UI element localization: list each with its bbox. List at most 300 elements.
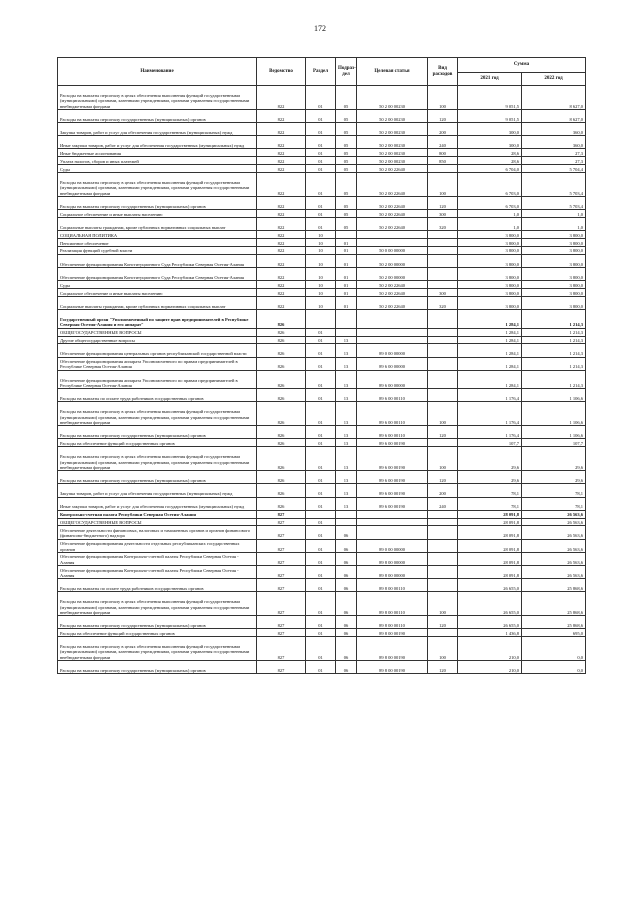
cell-subsection: 01 <box>336 296 357 309</box>
cell-section: 01 <box>306 447 336 471</box>
cell-name: Расходы на выплаты персоналу в целях обеспечения выполнения функций государственными (муниципальными) органами, казенными учреждениями, органами управления государственными внебюджетными фондами <box>58 637 257 661</box>
cell-name: Расходы на выплаты персоналу государственных (муниципальных) органов <box>58 196 257 209</box>
cell-section: 01 <box>306 328 336 336</box>
cell-amount-2021: 1 176,4 <box>458 402 522 426</box>
cell-amount-2021: 1,0 <box>458 210 522 218</box>
cell-name: Обеспечение функционирования аппарата Уполномоченного по правам предпринимателей в Республике Северная Осетия-Алания <box>58 357 257 370</box>
cell-subsection: 13 <box>336 389 357 402</box>
cell-amount-2022: 8 627,0 <box>522 109 586 122</box>
cell-amount-2021: 1 436,8 <box>458 629 522 637</box>
cell-subsection: 01 <box>336 267 357 280</box>
cell-amount-2021: 29,6 <box>458 471 522 484</box>
cell-amount-2022: 0,0 <box>522 637 586 661</box>
cell-amount-2022: 360,0 <box>522 122 586 135</box>
cell-name: Расходы на выплаты персоналу государственных (муниципальных) органов <box>58 471 257 484</box>
cell-expense-type <box>428 231 458 239</box>
cell-department: 822 <box>257 296 306 309</box>
cell-amount-2021: 3 800,0 <box>458 238 522 246</box>
cell-amount-2021: 3 800,0 <box>458 289 522 297</box>
cell-amount-2022: 1 106,6 <box>522 402 586 426</box>
table-row <box>58 579 586 592</box>
cell-name: Социальное обеспечение и иные выплаты населению <box>58 289 257 297</box>
cell-subsection: 06 <box>336 526 357 539</box>
table-row <box>58 510 586 518</box>
cell-amount-2022: 8 627,0 <box>522 86 586 110</box>
table-row <box>58 497 586 510</box>
cell-target-item: 89 6 00 00110 <box>357 389 428 402</box>
cell-subsection: 13 <box>336 357 357 370</box>
header-section: Раздел <box>306 58 336 86</box>
page-number: 172 <box>314 24 326 33</box>
table-row <box>58 109 586 122</box>
cell-section: 01 <box>306 122 336 135</box>
cell-expense-type <box>428 165 458 173</box>
table-row <box>58 157 586 165</box>
cell-amount-2021: 28 091,8 <box>458 552 522 565</box>
cell-amount-2021: 3 800,0 <box>458 246 522 254</box>
table-row <box>58 471 586 484</box>
cell-name: Суды <box>58 281 257 289</box>
table-row <box>58 289 586 297</box>
cell-section: 01 <box>306 526 336 539</box>
cell-subsection <box>336 231 357 239</box>
cell-target-item: 50 2 00 00230 <box>357 122 428 135</box>
cell-amount-2022: 3 800,0 <box>522 267 586 280</box>
cell-amount-2022: 29,6 <box>522 471 586 484</box>
cell-expense-type: 120 <box>428 616 458 629</box>
cell-expense-type: 300 <box>428 210 458 218</box>
cell-name: Социальные выплаты гражданам, кроме публичных нормативных социальных выплат <box>58 217 257 230</box>
cell-section: 01 <box>306 217 336 230</box>
cell-department: 827 <box>257 629 306 637</box>
table-row <box>58 357 586 370</box>
cell-section: 01 <box>306 344 336 357</box>
cell-section: 01 <box>306 484 336 497</box>
cell-name: Расходы на выплаты персоналу в целях обеспечения выполнения функций государственными (муниципальными) органами, казенными учреждениями, органами управления государственными внебюджетными фондами <box>58 86 257 110</box>
cell-amount-2021: 1 284,1 <box>458 336 522 344</box>
table-row <box>58 518 586 526</box>
cell-amount-2022: 27,3 <box>522 149 586 157</box>
cell-expense-type: 120 <box>428 109 458 122</box>
cell-department: 822 <box>257 289 306 297</box>
cell-section: 01 <box>306 637 336 661</box>
cell-section: 10 <box>306 296 336 309</box>
cell-section: 01 <box>306 157 336 165</box>
table-row <box>58 629 586 637</box>
cell-amount-2022: 78,1 <box>522 484 586 497</box>
cell-expense-type <box>428 370 458 389</box>
cell-amount-2022: 78,1 <box>522 497 586 510</box>
cell-department: 827 <box>257 552 306 565</box>
cell-section: 01 <box>306 426 336 439</box>
cell-section: 10 <box>306 231 336 239</box>
cell-subsection: 13 <box>336 344 357 357</box>
cell-section: 01 <box>306 370 336 389</box>
cell-department: 827 <box>257 518 306 526</box>
cell-expense-type <box>428 439 458 447</box>
table-row <box>58 217 586 230</box>
table-row <box>58 149 586 157</box>
table-row <box>58 552 586 565</box>
cell-expense-type <box>428 254 458 267</box>
cell-subsection: 13 <box>336 471 357 484</box>
cell-department: 822 <box>257 210 306 218</box>
table-row <box>58 86 586 110</box>
cell-subsection <box>336 328 357 336</box>
cell-amount-2022: 26 563,6 <box>522 552 586 565</box>
cell-amount-2021: 3 800,0 <box>458 296 522 309</box>
cell-subsection: 13 <box>336 439 357 447</box>
cell-department: 822 <box>257 254 306 267</box>
table-row <box>58 336 586 344</box>
cell-amount-2021: 210,0 <box>458 637 522 661</box>
table-row <box>58 281 586 289</box>
cell-subsection: 06 <box>336 616 357 629</box>
cell-department: 826 <box>257 389 306 402</box>
cell-expense-type <box>428 579 458 592</box>
cell-amount-2021: 3 800,0 <box>458 281 522 289</box>
cell-section: 10 <box>306 289 336 297</box>
cell-target-item <box>357 231 428 239</box>
cell-department: 826 <box>257 439 306 447</box>
cell-name: Расходы на выплаты персоналу государственных (муниципальных) органов <box>58 661 257 674</box>
cell-expense-type: 100 <box>428 402 458 426</box>
cell-department: 827 <box>257 579 306 592</box>
table-row <box>58 539 586 552</box>
cell-target-item: 89 6 00 00190 <box>357 497 428 510</box>
cell-name: Расходы на выплаты персоналу в целях обеспечения выполнения функций государственными (муниципальными) органами, казенными учреждениями, органами управления государственными внебюджетными фондами <box>58 447 257 471</box>
cell-amount-2022: 1 214,3 <box>522 336 586 344</box>
cell-amount-2022: 5 704,4 <box>522 165 586 173</box>
header-target-item: Целевая статья <box>357 58 428 86</box>
cell-name: Расходы на выплаты персоналу в целях обеспечения выполнения функций государственными (муниципальными) органами, казенными учреждениями, органами управления государственными внебюджетными фондами <box>58 592 257 616</box>
cell-name: Пенсионное обеспечение <box>58 238 257 246</box>
cell-target-item <box>357 336 428 344</box>
cell-section: 01 <box>306 616 336 629</box>
cell-department: 827 <box>257 616 306 629</box>
cell-amount-2021: 1,0 <box>458 217 522 230</box>
cell-target-item: 89 8 00 00000 <box>357 566 428 579</box>
cell-subsection: 05 <box>336 157 357 165</box>
cell-subsection <box>336 518 357 526</box>
cell-department: 826 <box>257 344 306 357</box>
cell-amount-2022: 1,0 <box>522 210 586 218</box>
cell-target-item: 89 8 00 00110 <box>357 579 428 592</box>
cell-department: 826 <box>257 426 306 439</box>
cell-amount-2021: 300,0 <box>458 136 522 149</box>
cell-amount-2021: 1 176,4 <box>458 426 522 439</box>
cell-expense-type: 120 <box>428 196 458 209</box>
cell-subsection: 05 <box>336 86 357 110</box>
cell-amount-2022: 3 800,0 <box>522 296 586 309</box>
cell-section: 01 <box>306 136 336 149</box>
cell-amount-2021: 1 284,1 <box>458 370 522 389</box>
cell-department: 822 <box>257 267 306 280</box>
cell-name: Обеспечение функционирования Контрольно-счетной палаты Республики Северная Осетия - Алания <box>58 566 257 579</box>
cell-amount-2022: 3 800,0 <box>522 238 586 246</box>
cell-target-item: 89 8 00 00190 <box>357 629 428 637</box>
cell-name: Контрольно-счетная палата Республики Северная Осетия-Алания <box>58 510 257 518</box>
cell-name: Расходы на обеспечение функций государственных органов <box>58 439 257 447</box>
cell-expense-type: 100 <box>428 173 458 197</box>
table-row <box>58 165 586 173</box>
table-row <box>58 484 586 497</box>
cell-target-item: 89 0 00 00000 <box>357 539 428 552</box>
cell-target-item: 50 2 00 22640 <box>357 165 428 173</box>
cell-subsection: 13 <box>336 484 357 497</box>
header-expense-type: Вид расходов <box>428 58 458 86</box>
cell-target-item: 89 0 00 00000 <box>357 344 428 357</box>
cell-expense-type <box>428 510 458 518</box>
cell-target-item <box>357 238 428 246</box>
header-subsection: Подраз-дел <box>336 58 357 86</box>
cell-expense-type: 800 <box>428 149 458 157</box>
cell-target-item: 89 6 00 00110 <box>357 426 428 439</box>
cell-section: 10 <box>306 254 336 267</box>
cell-target-item: 50 0 00 00000 <box>357 246 428 254</box>
cell-department: 822 <box>257 136 306 149</box>
cell-amount-2021: 3 800,0 <box>458 231 522 239</box>
cell-target-item: 89 6 00 00190 <box>357 471 428 484</box>
cell-amount-2021: 28 091,8 <box>458 526 522 539</box>
cell-target-item: 50 2 00 22640 <box>357 281 428 289</box>
cell-name: Обеспечение функционирования Конституционного Суда Республики Северная Осетия-Алания <box>58 254 257 267</box>
cell-subsection: 05 <box>336 149 357 157</box>
table-row <box>58 231 586 239</box>
cell-expense-type: 240 <box>428 497 458 510</box>
table-row <box>58 238 586 246</box>
cell-department: 826 <box>257 471 306 484</box>
cell-amount-2022: 1 214,3 <box>522 328 586 336</box>
cell-target-item: 50 2 00 22640 <box>357 210 428 218</box>
cell-target-item <box>357 328 428 336</box>
cell-name: Обеспечение функционирования центральных органов республиканской государственной власти <box>58 344 257 357</box>
cell-amount-2021: 6 703,0 <box>458 196 522 209</box>
cell-section: 01 <box>306 357 336 370</box>
cell-section: 01 <box>306 566 336 579</box>
cell-target-item: 50 2 00 22640 <box>357 289 428 297</box>
cell-target-item: 89 8 00 00190 <box>357 661 428 674</box>
table-row <box>58 196 586 209</box>
cell-department: 826 <box>257 370 306 389</box>
cell-name: Обеспечение функционирования Контрольно-счетной палаты Республики Северная Осетия - Алания <box>58 552 257 565</box>
cell-expense-type: 120 <box>428 661 458 674</box>
cell-name: Уплата налогов, сборов и иных платежей <box>58 157 257 165</box>
cell-expense-type: 100 <box>428 592 458 616</box>
cell-amount-2022: 1 214,3 <box>522 310 586 329</box>
cell-subsection: 13 <box>336 402 357 426</box>
cell-department: 822 <box>257 109 306 122</box>
cell-expense-type <box>428 526 458 539</box>
cell-expense-type: 200 <box>428 484 458 497</box>
cell-amount-2021: 1 284,1 <box>458 328 522 336</box>
cell-name: СОЦИАЛЬНАЯ ПОЛИТИКА <box>58 231 257 239</box>
cell-amount-2021: 3 800,0 <box>458 254 522 267</box>
cell-subsection: 06 <box>336 566 357 579</box>
cell-section: 10 <box>306 281 336 289</box>
cell-target-item: 89 6 00 00110 <box>357 402 428 426</box>
cell-name: Обеспечение функционирования Конституционного Суда Республики Северная Осетия-Алания <box>58 267 257 280</box>
cell-name: Расходы на выплаты персоналу в целях обеспечения выполнения функций государственными (муниципальными) органами, казенными учреждениями, органами управления государственными внебюджетными фондами <box>58 402 257 426</box>
cell-department: 822 <box>257 149 306 157</box>
cell-subsection: 05 <box>336 165 357 173</box>
header-year-2021: 2021 год <box>458 73 522 86</box>
table-row <box>58 426 586 439</box>
cell-name: Расходы на выплаты персоналу государственных (муниципальных) органов <box>58 109 257 122</box>
cell-department: 822 <box>257 122 306 135</box>
cell-amount-2021: 1 284,1 <box>458 310 522 329</box>
cell-amount-2021: 28,6 <box>458 157 522 165</box>
cell-department: 827 <box>257 592 306 616</box>
cell-amount-2022: 27,3 <box>522 157 586 165</box>
cell-amount-2022: 1 214,3 <box>522 357 586 370</box>
table-row <box>58 122 586 135</box>
cell-department: 826 <box>257 484 306 497</box>
cell-amount-2022: 5 703,4 <box>522 173 586 197</box>
table-row <box>58 246 586 254</box>
cell-department: 827 <box>257 510 306 518</box>
cell-subsection: 01 <box>336 289 357 297</box>
cell-section: 01 <box>306 165 336 173</box>
cell-target-item: 50 2 00 00230 <box>357 109 428 122</box>
cell-section <box>306 510 336 518</box>
cell-section: 01 <box>306 592 336 616</box>
header-year-2022: 2022 год <box>522 73 586 86</box>
cell-target-item <box>357 310 428 329</box>
table-row <box>58 296 586 309</box>
header-sum: Сумма <box>458 58 586 73</box>
cell-amount-2022: 3 800,0 <box>522 289 586 297</box>
cell-amount-2022: 29,6 <box>522 447 586 471</box>
cell-subsection: 13 <box>336 426 357 439</box>
cell-amount-2021: 26 655,0 <box>458 579 522 592</box>
cell-section: 10 <box>306 246 336 254</box>
cell-section: 10 <box>306 238 336 246</box>
cell-expense-type <box>428 518 458 526</box>
table-row <box>58 526 586 539</box>
cell-target-item: 89 6 00 00000 <box>357 357 428 370</box>
cell-target-item: 50 2 00 22640 <box>357 217 428 230</box>
cell-amount-2021: 107,7 <box>458 439 522 447</box>
cell-target-item: 50 2 00 00000 <box>357 254 428 267</box>
table-row <box>58 447 586 471</box>
cell-subsection: 05 <box>336 217 357 230</box>
cell-amount-2021: 6 703,0 <box>458 173 522 197</box>
cell-section: 01 <box>306 336 336 344</box>
cell-expense-type <box>428 629 458 637</box>
table-row <box>58 310 586 329</box>
cell-expense-type <box>428 328 458 336</box>
cell-expense-type: 100 <box>428 447 458 471</box>
table-row <box>58 210 586 218</box>
cell-department: 826 <box>257 328 306 336</box>
cell-subsection: 01 <box>336 246 357 254</box>
cell-amount-2021: 26 655,0 <box>458 616 522 629</box>
cell-target-item: 50 2 00 22640 <box>357 296 428 309</box>
cell-department: 827 <box>257 661 306 674</box>
cell-subsection: 05 <box>336 196 357 209</box>
cell-amount-2022: 26 563,6 <box>522 566 586 579</box>
cell-amount-2022: 26 563,6 <box>522 518 586 526</box>
cell-amount-2021: 28 091,8 <box>458 518 522 526</box>
cell-department: 822 <box>257 238 306 246</box>
cell-amount-2022: 0,0 <box>522 661 586 674</box>
cell-section: 01 <box>306 389 336 402</box>
cell-subsection: 13 <box>336 497 357 510</box>
cell-name: Суды <box>58 165 257 173</box>
cell-department: 822 <box>257 157 306 165</box>
cell-amount-2022: 1 106,6 <box>522 426 586 439</box>
cell-amount-2022: 1 214,3 <box>522 370 586 389</box>
cell-section: 01 <box>306 497 336 510</box>
cell-expense-type: 100 <box>428 637 458 661</box>
cell-section: 01 <box>306 402 336 426</box>
cell-name: Расходы на обеспечение функций государственных органов <box>58 629 257 637</box>
cell-section: 01 <box>306 552 336 565</box>
cell-amount-2021: 28,6 <box>458 149 522 157</box>
cell-subsection: 06 <box>336 579 357 592</box>
cell-expense-type <box>428 539 458 552</box>
cell-target-item: 50 2 00 22640 <box>357 196 428 209</box>
cell-expense-type: 300 <box>428 289 458 297</box>
cell-expense-type <box>428 238 458 246</box>
header-name: Наименование <box>58 58 257 86</box>
cell-expense-type <box>428 357 458 370</box>
cell-expense-type: 200 <box>428 122 458 135</box>
cell-target-item <box>357 526 428 539</box>
cell-subsection: 05 <box>336 173 357 197</box>
cell-department: 826 <box>257 497 306 510</box>
table-body <box>58 86 586 674</box>
cell-amount-2021: 1 176,4 <box>458 389 522 402</box>
cell-subsection: 06 <box>336 592 357 616</box>
cell-name: Обеспечение функционирования деятельности отдельных республиканских государственных органов <box>58 539 257 552</box>
cell-department: 826 <box>257 310 306 329</box>
table-row <box>58 637 586 661</box>
cell-department: 822 <box>257 231 306 239</box>
cell-amount-2022: 25 868,6 <box>522 616 586 629</box>
cell-department: 826 <box>257 336 306 344</box>
cell-amount-2022: 3 800,0 <box>522 231 586 239</box>
cell-name: ОБЩЕГОСУДАРСТВЕННЫЕ ВОПРОСЫ <box>58 518 257 526</box>
cell-target-item: 89 8 00 00110 <box>357 616 428 629</box>
cell-amount-2022: 25 868,6 <box>522 592 586 616</box>
cell-amount-2022: 5 703,4 <box>522 196 586 209</box>
cell-subsection: 01 <box>336 238 357 246</box>
cell-expense-type <box>428 246 458 254</box>
table-row <box>58 267 586 280</box>
cell-amount-2022: 1 214,3 <box>522 344 586 357</box>
cell-target-item <box>357 518 428 526</box>
cell-amount-2022: 26 563,6 <box>522 510 586 518</box>
cell-amount-2021: 9 051,5 <box>458 109 522 122</box>
cell-department: 822 <box>257 165 306 173</box>
cell-department: 826 <box>257 447 306 471</box>
cell-expense-type: 120 <box>428 426 458 439</box>
cell-subsection: 05 <box>336 122 357 135</box>
table-row <box>58 566 586 579</box>
cell-amount-2022: 3 800,0 <box>522 254 586 267</box>
cell-amount-2021: 28 091,8 <box>458 539 522 552</box>
cell-subsection: 06 <box>336 539 357 552</box>
cell-amount-2021: 78,1 <box>458 484 522 497</box>
cell-amount-2021: 3 800,0 <box>458 267 522 280</box>
cell-section: 01 <box>306 173 336 197</box>
cell-name: Расходы на выплаты по оплате труда работников государственных органов <box>58 389 257 402</box>
cell-section: 01 <box>306 149 336 157</box>
table-row <box>58 616 586 629</box>
cell-amount-2022: 1 106,6 <box>522 389 586 402</box>
